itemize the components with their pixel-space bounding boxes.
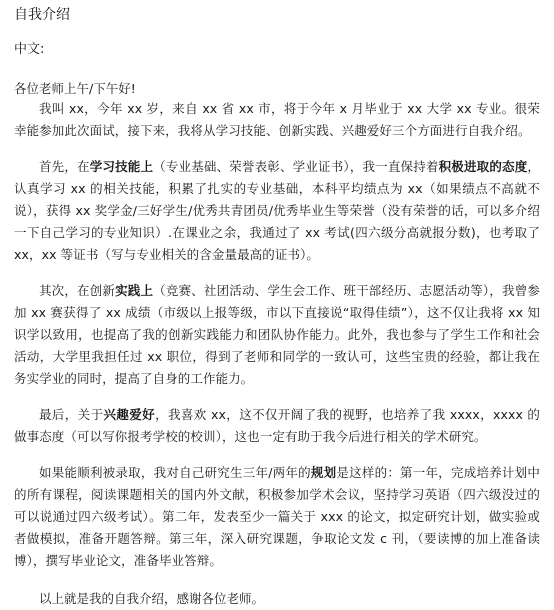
plan-heading: 规划 [310,465,337,480]
document-title: 自我介绍 [14,7,70,23]
skills-text-1: （专业基础、荣誉表彰、学业证书），我一直保持着 [153,159,439,174]
plan-text: 是这样的：第一年，完成培养计划中的所有课程，阅读课题相关的国内外文献，积极参加学术会议，坚持学习英语（四六级没过的可以说通过四六级考试）。第二年，发表至少一篇关于 xxx 的论文，拟定研究计划，做实验或者做模拟，准备开题答辩。第三年，深入研究课题，争取论文发 c 刊，（要读博的加上准备读博），撰写毕业论文，准备毕业答辩。 [14,465,541,568]
skills-heading: 学习技能上 [89,159,154,174]
skills-lead: 首先，在 [39,159,90,174]
innovation-lead: 其次，在创新 [39,283,116,298]
intro-paragraph: 我叫 xx，今年 xx 岁，来自 xx 省 xx 市，将于今年 x 月毕业于 xx 大学 xx 专业。很荣幸能参加此次面试，接下来，我将从学习技能、创新实践、兴趣爱好三个方面进行自我介绍。 [14,101,540,138]
innovation-paragraph [14,280,540,390]
closing-line: 以上就是我的自我介绍，感谢各位老师。 [39,591,265,606]
skills-emphasis: 积极进取的态度 [438,159,528,174]
plan-lead: 如果能顺利被录取，我对自己研究生三年/两年的 [39,465,311,480]
plan-paragraph [14,462,540,572]
innovation-text: （竞赛、社团活动、学生会工作、班干部经历、志愿活动等），我曾参加 xx 赛获得了 xx 成绩（市级以上报等级，市以下直接说“取得佳绩”），这不仅让我将 xx 知识学以致用，也提高了我的创新实践能力和团队协作能力。此外，我也参与了学生工作和社会活动，大学里我担任过 xx 职位，得到了老师和同学的一致认可，这些宝贵的经验，都让我在务实学业的同时，提高了自身的工作能力。 [14,283,540,386]
greeting: 各位老师上午/下午好! [14,81,136,96]
hobbies-paragraph [14,404,540,448]
skills-paragraph [14,156,540,266]
hobbies-text: ，我喜欢 xx，这不仅开阔了我的视野，也培养了我 xxxx，xxxx 的做事态度（可以写你报考学校的校训），这也一定有助于我今后进行相关的学术研究。 [14,407,540,444]
language-label: 中文: [14,42,45,57]
innovation-heading: 实践上 [115,283,154,298]
hobbies-heading: 兴趣爱好 [103,407,156,422]
skills-text-2: ，认真学习 xx 的相关技能，积累了扎实的专业基础，本科平均绩点为 xx（如果绩点不高就不说），获得 xx 奖学金/三好学生/优秀共青团员/优秀毕业生等荣誉（没有荣誉的话，可以多介绍一下自己学习的专业知识）.在课业之余，我通过了 xx 考试(四六级分高就报分数)，也考取了 xx，xx 等证书（写与专业相关的含金量最高的证书）。 [14,159,540,262]
hobbies-lead: 最后，关于 [39,407,104,422]
